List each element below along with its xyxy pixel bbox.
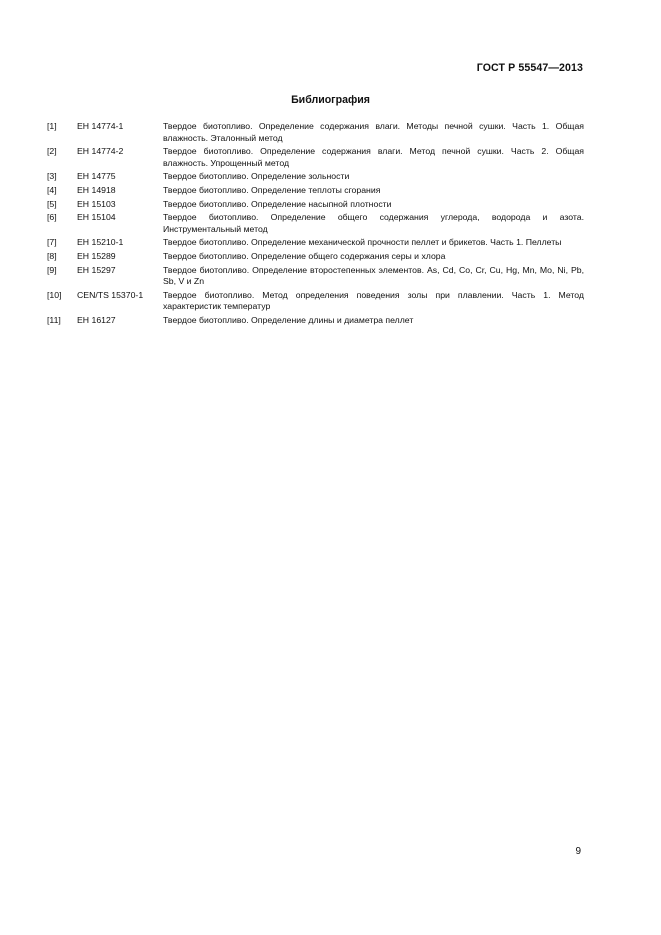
reference-code: EH 14918 <box>77 184 116 195</box>
reference-title: Твердое биотопливо. Определение содержания влаги. Метод печной сушки. Часть 2. Общая влажность. Упрощенный метод <box>163 146 584 168</box>
reference-number: [8] <box>47 250 57 261</box>
reference-item <box>47 290 584 313</box>
reference-title: Твердое биотопливо. Определение общего содержания углерода, водорода и азота. Инструментальный метод <box>163 212 584 234</box>
reference-title: Твердое биотопливо. Определение зольности <box>163 171 350 182</box>
reference-number: [2] <box>47 146 57 157</box>
reference-code: EH 15103 <box>77 198 116 209</box>
reference-item <box>47 237 584 249</box>
reference-code: EH 14775 <box>77 171 116 182</box>
reference-code: CEN/TS 15370-1 <box>77 289 144 300</box>
reference-title: Твердое биотопливо. Определение общего содержания серы и хлора <box>163 250 446 261</box>
document-header: ГОСТ Р 55547—2013 <box>476 62 583 74</box>
reference-code: EH 14774-1 <box>77 121 124 131</box>
reference-title: Твердое биотопливо. Определение насыпной плотности <box>163 198 392 209</box>
reference-number: [4] <box>47 184 57 195</box>
reference-item <box>47 171 584 183</box>
reference-number: [9] <box>47 264 57 275</box>
reference-item <box>47 121 584 144</box>
reference-code: EH 16127 <box>77 314 116 325</box>
reference-title: Твердое биотопливо. Метод определения поведения золы при плавлении. Часть 1. Метод характеристик температур <box>163 289 584 312</box>
reference-number: [6] <box>47 212 57 223</box>
section-title: Библиография <box>291 94 370 106</box>
reference-title: Твердое биотопливо. Определение второстепенных элементов. As, Cd, Co, Cr, Cu, Hg, Mn, Mo, Ni, Pb, Sb, V и Zn <box>163 264 584 287</box>
reference-item <box>47 212 584 235</box>
reference-code: EH 15210-1 <box>77 237 124 248</box>
reference-item <box>47 199 584 211</box>
reference-code: EH 14774-2 <box>77 146 124 157</box>
reference-title: Твердое биотопливо. Определение длины и диаметра пеллет <box>163 314 414 325</box>
reference-item <box>47 265 584 288</box>
reference-code: EH 15289 <box>77 250 116 261</box>
reference-number: [1] <box>47 121 57 131</box>
reference-item <box>47 315 584 327</box>
reference-number: [5] <box>47 198 57 209</box>
reference-number: [10] <box>47 289 62 300</box>
reference-number: [11] <box>47 314 61 325</box>
reference-title: Твердое биотопливо. Определение механической прочности пеллет и брикетов. Часть 1. Пеллеты <box>163 237 562 248</box>
bibliography-list <box>47 121 584 329</box>
reference-item <box>47 185 584 197</box>
reference-item <box>47 251 584 263</box>
reference-title: Твердое биотопливо. Определение теплоты сгорания <box>163 184 381 195</box>
reference-code: EH 15104 <box>77 212 116 223</box>
reference-item <box>47 146 584 169</box>
reference-title: Твердое биотопливо. Определение содержания влаги. Методы печной сушки. Часть 1. Общая влажность. Эталонный метод <box>163 121 584 143</box>
reference-code: EH 15297 <box>77 264 116 275</box>
reference-number: [7] <box>47 237 57 248</box>
reference-number: [3] <box>47 171 57 182</box>
page-number: 9 <box>575 846 581 857</box>
